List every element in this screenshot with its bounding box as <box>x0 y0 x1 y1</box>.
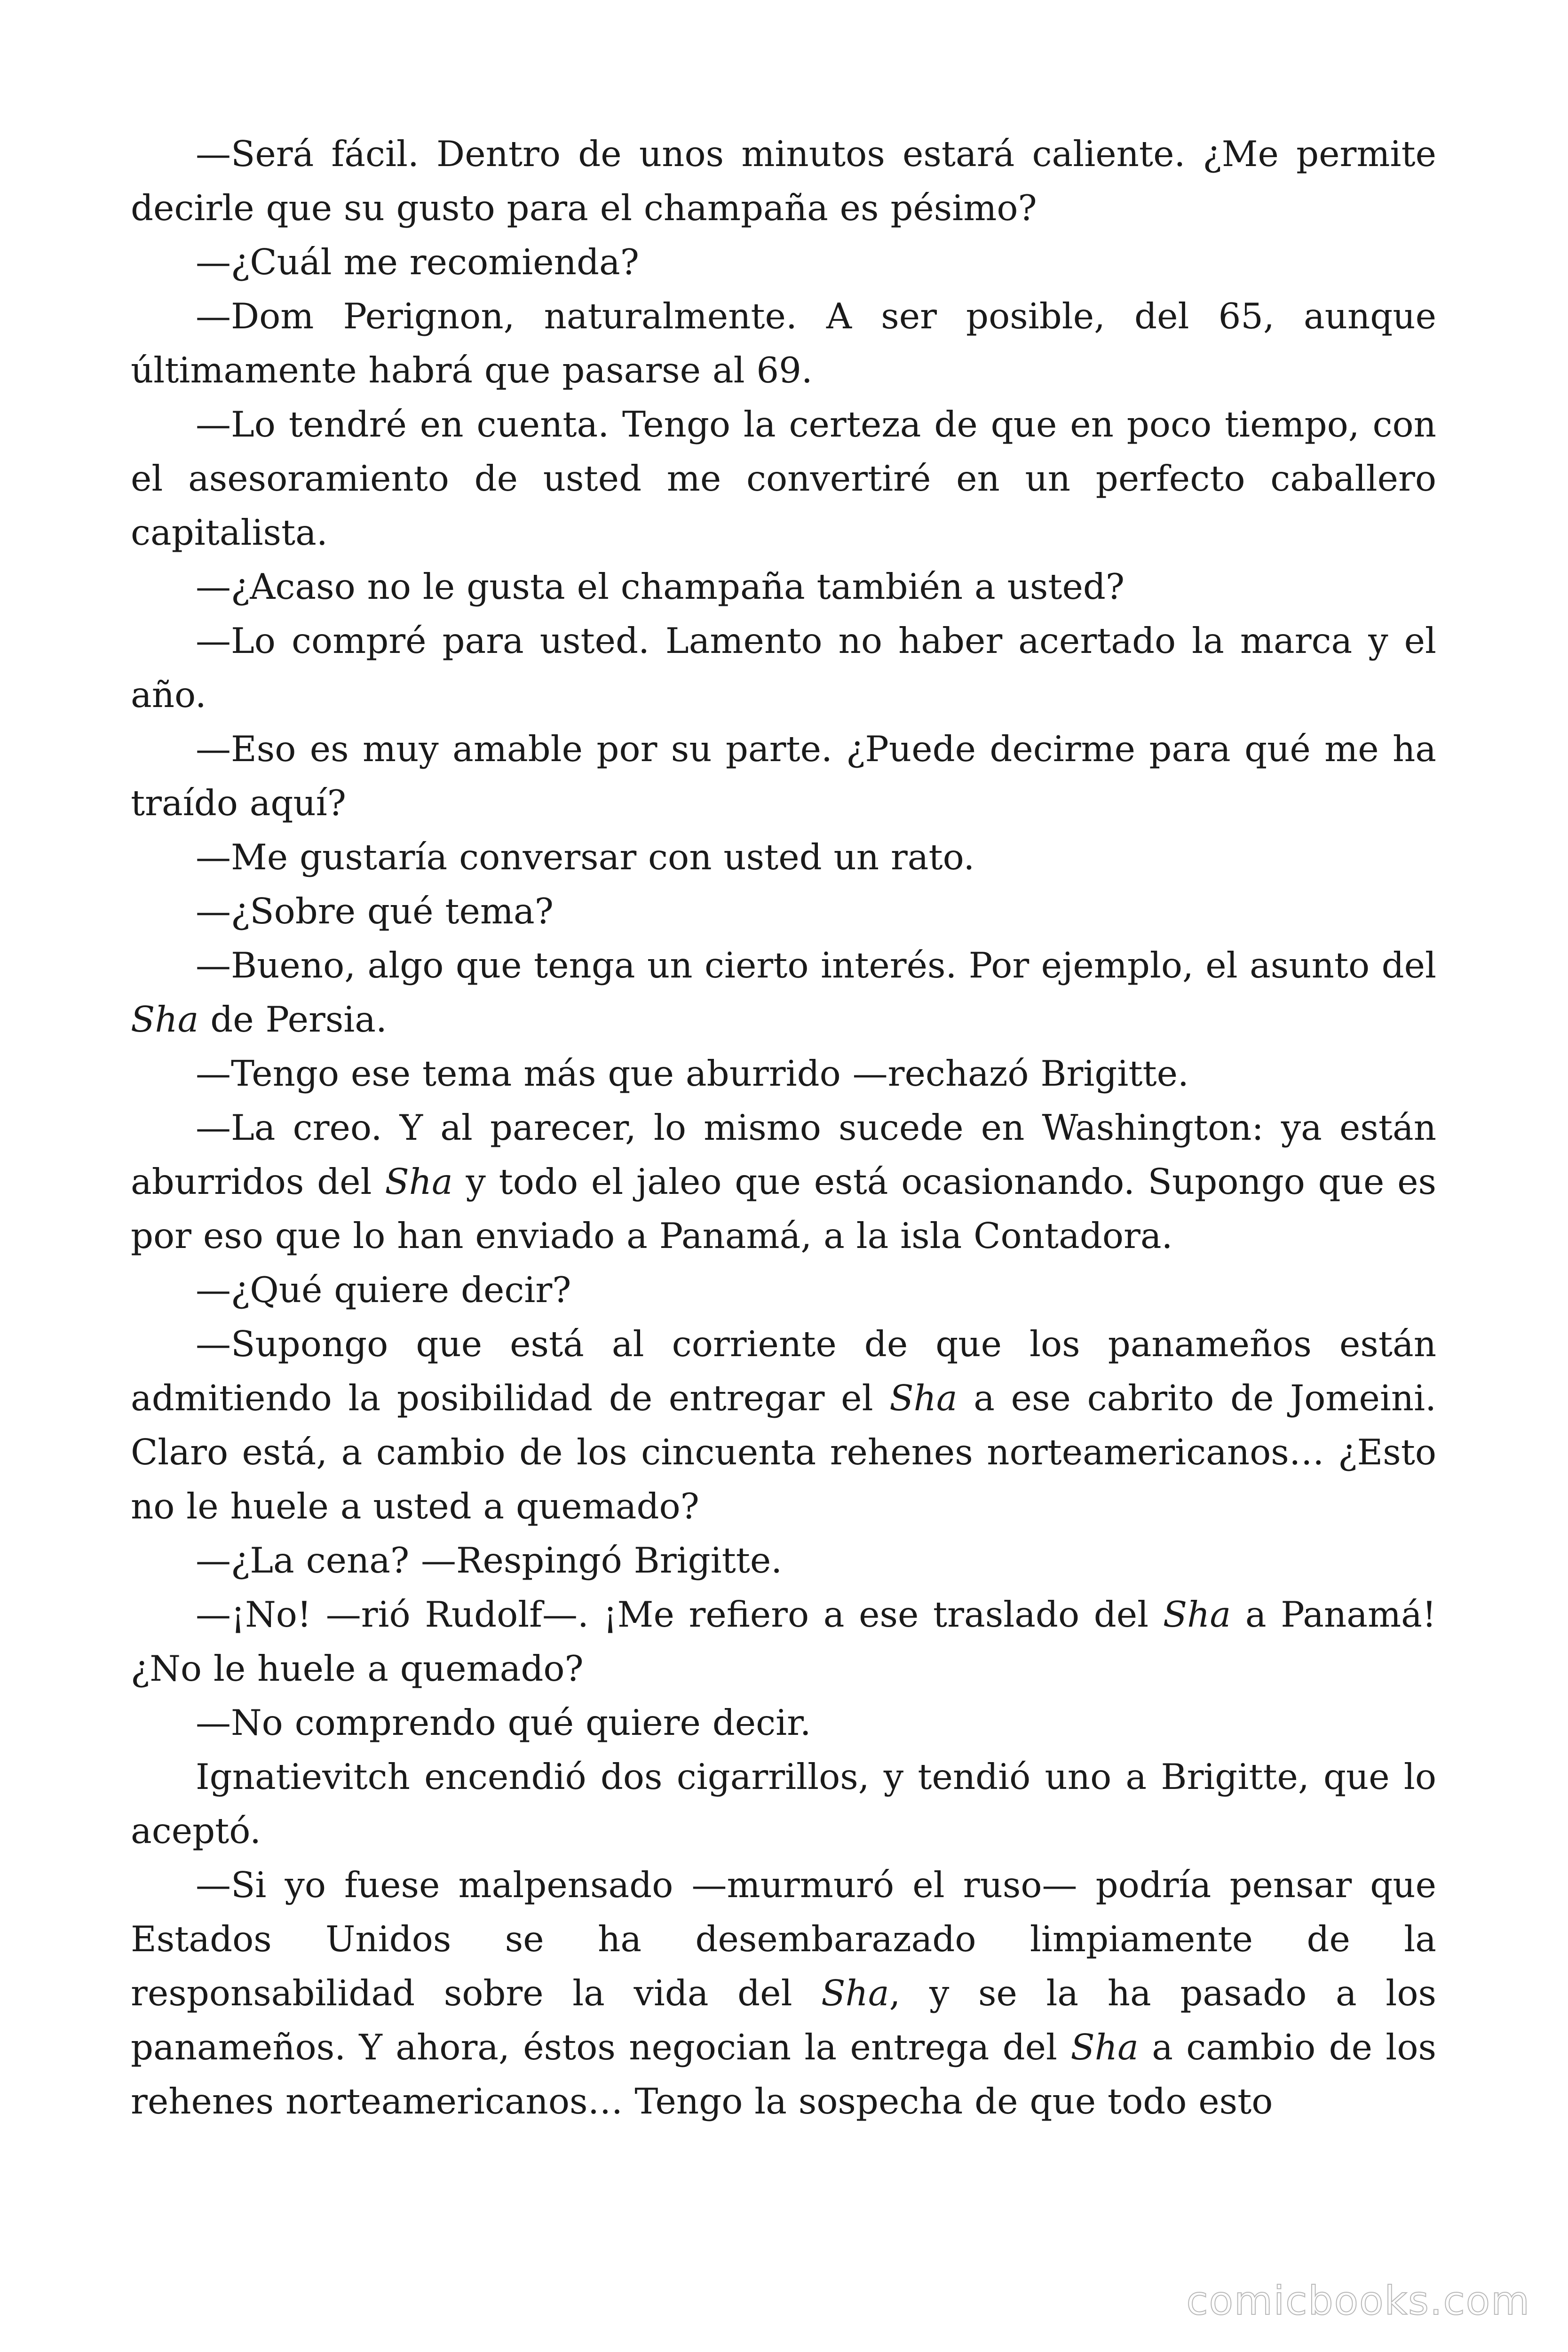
paragraph-4: —Lo tendré en cuenta. Tengo la certeza de que en poco tiempo, con el asesoramiento de usted me convertiré en un perfecto caballero capitalista. <box>131 404 1436 553</box>
paragraph-1: —Será fácil. Dentro de unos minutos estará caliente. ¿Me permite decirle que su gusto para el champaña es pésimo? <box>131 133 1436 229</box>
paragraph-6: —Lo compré para usted. Lamento no haber acertado la marca y el año. <box>131 620 1436 715</box>
paragraph-17: —No comprendo qué quiere decir. <box>196 1702 811 1743</box>
paragraph-8: —Me gustaría conversar con usted un rato. <box>196 836 975 878</box>
book-page <box>131 127 1436 2220</box>
paragraph-19: —Si yo fuese malpensado —murmuró el ruso— podría pensar que Estados Unidos se ha desembarazado limpiamente de la responsabilidad sobre la vida del Sha, y se la ha pasado a los panameños. Y ahora, éstos negocian la entrega del Sha a cambio de los rehenes norteamericanos… Tengo la sospecha de que todo esto <box>131 1864 1437 2122</box>
paragraph-13: —¿Qué quiere decir? <box>196 1269 571 1311</box>
paragraph-11: —Tengo ese tema más que aburrido —rechazó Brigitte. <box>196 1053 1189 1094</box>
italic-sha: Sha <box>131 999 199 1040</box>
paragraph-18: Ignatievitch encendió dos cigarrillos, y tendió uno a Brigitte, que lo aceptó. <box>131 1756 1436 1851</box>
paragraph-9: —¿Sobre qué tema? <box>196 890 554 932</box>
italic-sha: Sha <box>1070 2026 1139 2068</box>
paragraph-15: —¿La cena? —Respingó Brigitte. <box>196 1540 783 1581</box>
italic-sha: Sha <box>821 1972 889 2014</box>
paragraph-12: —La creo. Y al parecer, lo mismo sucede en Washington: ya están aburridos del Sha y todo el jaleo que está ocasionando. Supongo que es por eso que lo han enviado a Panamá, a la isla Contadora. <box>131 1107 1436 1256</box>
paragraph-14: —Supongo que está al corriente de que los panameños están admitiendo la posibilidad de entregar el Sha a ese cabrito de Jomeini. Claro está, a cambio de los cincuenta rehenes norteamericanos… ¿Esto no le huele a usted a quemado? <box>131 1323 1436 1527</box>
watermark: comicbooks.com <box>1186 2278 1530 2324</box>
italic-sha: Sha <box>385 1161 453 1202</box>
italic-sha: Sha <box>1163 1594 1231 1635</box>
paragraph-2: —¿Cuál me recomienda? <box>196 241 639 283</box>
paragraph-10: —Bueno, algo que tenga un cierto interés. Por ejemplo, el asunto del Sha de Persia. <box>131 945 1436 1040</box>
paragraph-5: —¿Acaso no le gusta el champaña también a usted? <box>196 566 1125 607</box>
paragraph-16: —¡No! —rió Rudolf—. ¡Me refiero a ese traslado del Sha a Panamá! ¿No le huele a quemado? <box>131 1594 1436 1689</box>
italic-sha: Sha <box>889 1377 958 1419</box>
paragraph-7: —Eso es muy amable por su parte. ¿Puede decirme para qué me ha traído aquí? <box>131 728 1436 824</box>
paragraph-3: —Dom Perignon, naturalmente. A ser posible, del 65, aunque últimamente habrá que pasarse al 69. <box>131 295 1436 391</box>
